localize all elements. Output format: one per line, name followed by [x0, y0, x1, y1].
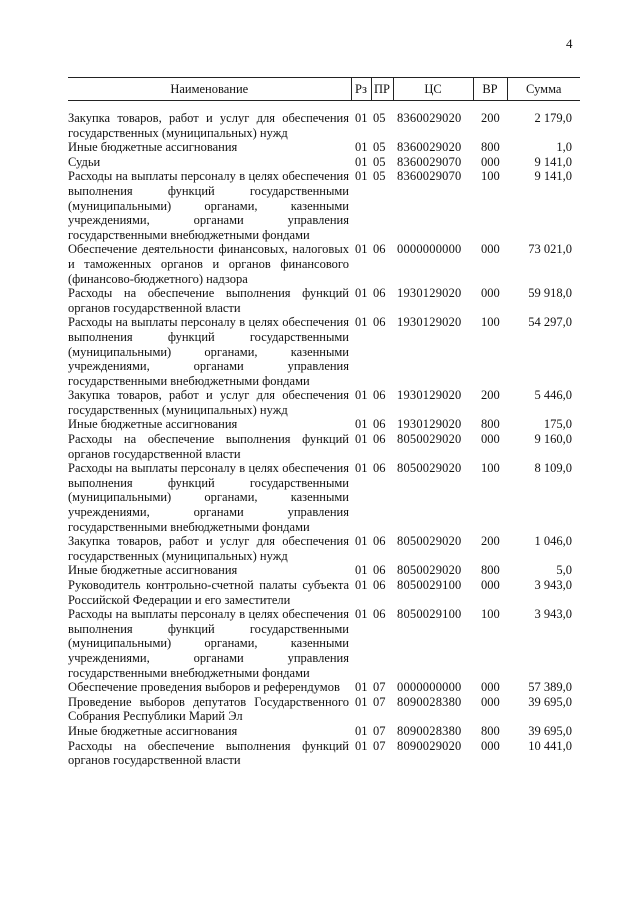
- cell-sum: 3 943,0: [534, 578, 572, 592]
- cell-vr: 000: [481, 286, 500, 301]
- cell-rz: 01: [355, 723, 368, 738]
- cell-vr: 100: [481, 315, 500, 330]
- cell-sum: 175,0: [543, 417, 572, 432]
- table-row: [68, 432, 580, 461]
- cell-sum: 39 695,0: [528, 723, 572, 738]
- cell-name: Расходы на выплаты персоналу в целях обеспечения выполнения функций государственными (муниципальными) органами, казенными учреждениями, органами управления государственными внебюджетными фондами: [68, 315, 349, 388]
- table-row: [68, 140, 580, 155]
- cell-cs: 0000000000: [397, 680, 462, 695]
- cell-vr: 000: [481, 738, 500, 753]
- cell-cs: 8360029070: [397, 169, 462, 184]
- cell-cs: 8360029020: [397, 111, 462, 125]
- cell-sum: 59 918,0: [528, 286, 572, 301]
- cell-pr: 06: [373, 417, 386, 432]
- cell-name: Руководитель контрольно-счетной палаты субъекта Российской Федерации и его заместители: [68, 578, 349, 607]
- cell-pr: 06: [373, 242, 386, 257]
- cell-vr: 100: [481, 607, 500, 622]
- cell-cs: 8360029020: [397, 140, 462, 155]
- cell-rz: 01: [355, 607, 368, 622]
- cell-name: Иные бюджетные ассигнования: [68, 723, 238, 738]
- cell-pr: 06: [373, 607, 386, 622]
- cell-sum: 54 297,0: [528, 315, 572, 330]
- cell-sum: 57 389,0: [528, 680, 572, 695]
- cell-name: Закупка товаров, работ и услуг для обеспечения государственных (муниципальных) нужд: [68, 388, 349, 417]
- cell-sum: 10 441,0: [528, 738, 572, 753]
- cell-rz: 01: [355, 432, 368, 447]
- column-header-cs: ЦС: [393, 78, 473, 101]
- column-header-pr: ПР: [371, 78, 393, 101]
- cell-sum: 5 446,0: [534, 388, 572, 403]
- cell-name: Расходы на обеспечение выполнения функций органов государственной власти: [68, 286, 349, 315]
- cell-rz: 01: [355, 461, 368, 476]
- table-row: [68, 695, 580, 724]
- column-header-rz: Рз: [351, 78, 371, 101]
- cell-vr: 800: [481, 417, 500, 432]
- cell-rz: 01: [355, 315, 368, 330]
- cell-rz: 01: [355, 534, 368, 549]
- cell-cs: 8050029020: [397, 563, 462, 578]
- cell-vr: 100: [481, 169, 500, 184]
- cell-vr: 800: [481, 563, 500, 578]
- cell-pr: 07: [373, 723, 386, 738]
- cell-sum: 1 046,0: [534, 534, 572, 549]
- table-row: [68, 680, 580, 695]
- cell-cs: 8050029100: [397, 578, 462, 592]
- cell-pr: 06: [373, 563, 386, 578]
- cell-rz: 01: [355, 111, 368, 125]
- cell-name: Расходы на выплаты персоналу в целях обеспечения выполнения функций государственными (муниципальными) органами, казенными учреждениями, органами управления государственными внебюджетными фондами: [68, 461, 349, 534]
- cell-cs: 1930129020: [397, 388, 462, 403]
- cell-cs: 8360029070: [397, 154, 462, 169]
- cell-rz: 01: [355, 417, 368, 432]
- cell-sum: 9 160,0: [534, 432, 572, 447]
- budget-table: [68, 77, 580, 768]
- cell-vr: 800: [481, 723, 500, 738]
- cell-vr: 000: [481, 242, 500, 257]
- cell-pr: 06: [373, 432, 386, 447]
- cell-rz: 01: [355, 680, 368, 695]
- column-header-vr: ВР: [473, 78, 507, 101]
- table-row: [68, 461, 580, 534]
- cell-sum: 3 943,0: [534, 607, 572, 622]
- cell-pr: 05: [373, 140, 386, 155]
- cell-name: Закупка товаров, работ и услуг для обеспечения государственных (муниципальных) нужд: [68, 111, 349, 140]
- table-row: [68, 388, 580, 417]
- cell-name: Иные бюджетные ассигнования: [68, 563, 238, 578]
- cell-vr: 000: [481, 154, 500, 169]
- cell-pr: 05: [373, 111, 386, 125]
- table-row: [68, 417, 580, 432]
- page-number: 4: [566, 36, 573, 51]
- cell-rz: 01: [355, 694, 368, 709]
- cell-vr: 100: [481, 461, 500, 476]
- cell-cs: 8050029020: [397, 432, 462, 447]
- cell-pr: 05: [373, 169, 386, 184]
- cell-sum: 73 021,0: [528, 242, 572, 257]
- cell-name: Обеспечение проведения выборов и референдумов: [68, 680, 340, 695]
- cell-pr: 06: [373, 461, 386, 476]
- table-row: [68, 607, 580, 680]
- cell-sum: 5,0: [556, 563, 572, 578]
- cell-name: Иные бюджетные ассигнования: [68, 140, 238, 155]
- cell-pr: 05: [373, 154, 386, 169]
- cell-vr: 800: [481, 140, 500, 155]
- table-row: [68, 534, 580, 563]
- cell-name: Расходы на обеспечение выполнения функций органов государственной власти: [68, 738, 349, 768]
- cell-name: Расходы на обеспечение выполнения функций органов государственной власти: [68, 432, 349, 461]
- cell-name: Проведение выборов депутатов Государственного Собрания Республики Марий Эл: [68, 694, 349, 724]
- cell-sum: 9 141,0: [534, 169, 572, 184]
- table-header-row: [68, 78, 580, 101]
- cell-cs: 1930129020: [397, 286, 462, 301]
- cell-cs: 0000000000: [397, 242, 462, 257]
- column-header-sum: Сумма: [507, 78, 580, 101]
- cell-rz: 01: [355, 578, 368, 592]
- cell-vr: 200: [481, 388, 500, 403]
- cell-rz: 01: [355, 388, 368, 403]
- table-row: [68, 739, 580, 768]
- cell-sum: 39 695,0: [528, 694, 572, 709]
- cell-rz: 01: [355, 140, 368, 155]
- cell-cs: 8050029100: [397, 607, 462, 622]
- cell-cs: 8090028380: [397, 694, 462, 709]
- cell-cs: 8050029020: [397, 461, 462, 476]
- cell-sum: 8 109,0: [534, 461, 572, 476]
- cell-rz: 01: [355, 242, 368, 257]
- cell-rz: 01: [355, 169, 368, 184]
- cell-pr: 06: [373, 286, 386, 301]
- table-row: [68, 724, 580, 739]
- cell-cs: 1930129020: [397, 315, 462, 330]
- cell-pr: 07: [373, 738, 386, 753]
- cell-vr: 000: [481, 680, 500, 695]
- cell-vr: 200: [481, 534, 500, 549]
- cell-pr: 06: [373, 534, 386, 549]
- table-row: [68, 563, 580, 578]
- cell-pr: 06: [373, 388, 386, 403]
- cell-name: Судьи: [68, 154, 101, 169]
- cell-rz: 01: [355, 154, 368, 169]
- cell-name: Закупка товаров, работ и услуг для обеспечения государственных (муниципальных) нужд: [68, 534, 349, 563]
- cell-cs: 8090029020: [397, 738, 462, 753]
- table-row: [68, 315, 580, 388]
- cell-pr: 07: [373, 680, 386, 695]
- cell-cs: 1930129020: [397, 417, 462, 432]
- cell-vr: 000: [481, 578, 500, 592]
- cell-cs: 8090028380: [397, 723, 462, 738]
- cell-pr: 07: [373, 694, 386, 709]
- cell-name: Расходы на выплаты персоналу в целях обеспечения выполнения функций государственными (муниципальными) органами, казенными учреждениями, органами управления государственными внебюджетными фондами: [68, 607, 349, 680]
- table-row: [68, 101, 580, 141]
- table-row: [68, 242, 580, 286]
- cell-name: Иные бюджетные ассигнования: [68, 417, 238, 432]
- table-row: [68, 155, 580, 170]
- cell-name: Обеспечение деятельности финансовых, налоговых и таможенных органов и органов финансового (финансово-бюджетного) надзора: [68, 242, 349, 286]
- cell-name: Расходы на выплаты персоналу в целях обеспечения выполнения функций государственными (муниципальными) органами, казенными учреждениями, органами управления государственными внебюджетными фондами: [68, 169, 349, 242]
- cell-sum: 2 179,0: [534, 111, 572, 125]
- cell-vr: 000: [481, 694, 500, 709]
- table-body: [68, 101, 580, 768]
- table-row: [68, 578, 580, 607]
- cell-rz: 01: [355, 738, 368, 753]
- column-header-name: Наименование: [68, 78, 351, 101]
- cell-pr: 06: [373, 578, 386, 592]
- cell-sum: 9 141,0: [534, 154, 572, 169]
- cell-cs: 8050029020: [397, 534, 462, 549]
- cell-sum: 1,0: [556, 140, 572, 155]
- table-row: [68, 286, 580, 315]
- cell-vr: 200: [481, 111, 500, 125]
- cell-pr: 06: [373, 315, 386, 330]
- cell-rz: 01: [355, 286, 368, 301]
- cell-vr: 000: [481, 432, 500, 447]
- table-row: [68, 169, 580, 242]
- cell-rz: 01: [355, 563, 368, 578]
